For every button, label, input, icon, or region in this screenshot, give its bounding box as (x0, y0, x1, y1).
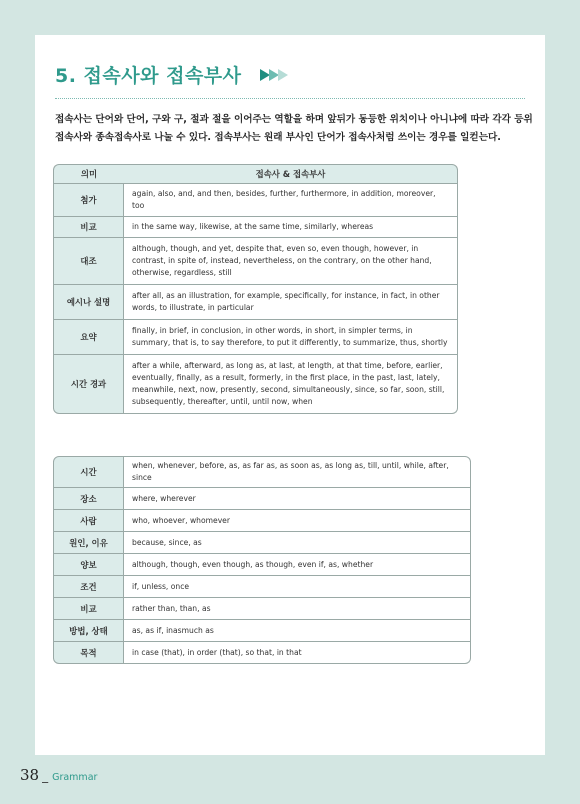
table-row (53, 238, 458, 285)
table-row (53, 576, 471, 598)
row-category: 방법, 상태 (53, 620, 124, 642)
table-row (53, 620, 471, 642)
dotted-divider (55, 98, 525, 99)
row-text: after a while, afterward, as long as, at last, at length, at that time, before, earlier, eventually, finally, as a result, formerly, in the first place, in the past, last, lately, meanwhile, next, now, presently, second, simultaneously, since, so far, soon, still, subsequently, thereafter, until, until now, when (124, 355, 458, 414)
row-category: 목적 (53, 642, 124, 664)
row-category: 양보 (53, 554, 124, 576)
row-text: rather than, than, as (124, 598, 471, 620)
row-text: although, though, even though, as though, even if, as, whether (124, 554, 471, 576)
footer-separator: _ (42, 769, 49, 783)
row-category: 시간 경과 (53, 355, 124, 414)
row-category: 조건 (53, 576, 124, 598)
row-category: 비교 (53, 598, 124, 620)
row-text: where, wherever (124, 488, 471, 510)
intro-paragraph: 접속사는 단어와 단어, 구와 구, 절과 절을 이어주는 역할을 하며 앞뒤가 동등한 위치이나 아니냐에 따라 각각 등위접속사와 종속접속사로 나눌 수 있다. 접속부사는 원래 부사인 단어가 접속사처럼 쓰이는 경우를 일컫는다. (55, 114, 533, 143)
row-text: because, since, as (124, 532, 471, 554)
row-text: although, though, and yet, despite that, even so, even though, however, in contrast, in spite of, instead, nevertheless, on the contrary, on the other hand, otherwise, regardless, still (124, 238, 458, 285)
row-text: again, also, and, and then, besides, further, furthermore, in addition, moreover, too (124, 184, 458, 217)
table-row (53, 510, 471, 532)
table-row (53, 488, 471, 510)
row-text: in the same way, likewise, at the same time, similarly, whereas (124, 217, 458, 238)
header-meaning: 의미 (53, 164, 124, 184)
footer-label: Grammar (52, 772, 98, 783)
row-text: if, unless, once (124, 576, 471, 598)
conjunction-table (53, 164, 458, 414)
table-row (53, 598, 471, 620)
section-title: 5. 접속사와 접속부사 (55, 65, 242, 87)
page-number: 38 (20, 766, 40, 784)
row-category: 비교 (53, 217, 124, 238)
table-row (53, 217, 458, 238)
row-category: 사람 (53, 510, 124, 532)
table-row (53, 320, 458, 355)
row-category: 원인, 이유 (53, 532, 124, 554)
row-category: 첨가 (53, 184, 124, 217)
row-category: 요약 (53, 320, 124, 355)
row-text: when, whenever, before, as, as far as, as soon as, as long as, till, until, while, after, since (124, 456, 471, 488)
table-row (53, 456, 471, 488)
table-header-row (53, 164, 458, 184)
header-conjunctions: 접속사 & 접속부사 (124, 164, 458, 184)
section-heading (55, 61, 290, 88)
row-category: 예시나 설명 (53, 285, 124, 320)
row-text: in case (that), in order (that), so that, in that (124, 642, 471, 664)
row-text: as, as if, inasmuch as (124, 620, 471, 642)
row-category: 시간 (53, 456, 124, 488)
row-category: 장소 (53, 488, 124, 510)
arrows-icon (260, 68, 290, 82)
table-row (53, 184, 458, 217)
table-row (53, 285, 458, 320)
subordinate-conjunction-table (53, 456, 471, 664)
table-row (53, 642, 471, 664)
table-row (53, 554, 471, 576)
row-text: who, whoever, whomever (124, 510, 471, 532)
row-text: finally, in brief, in conclusion, in other words, in short, in simpler terms, in summary, that is, to say therefore, to put it differently, to summarize, thus, shortly (124, 320, 458, 355)
page-footer (20, 766, 97, 784)
table-row (53, 355, 458, 414)
row-text: after all, as an illustration, for example, specifically, for instance, in fact, in other words, to illustrate, in particular (124, 285, 458, 320)
row-category: 대조 (53, 238, 124, 285)
table-row (53, 532, 471, 554)
